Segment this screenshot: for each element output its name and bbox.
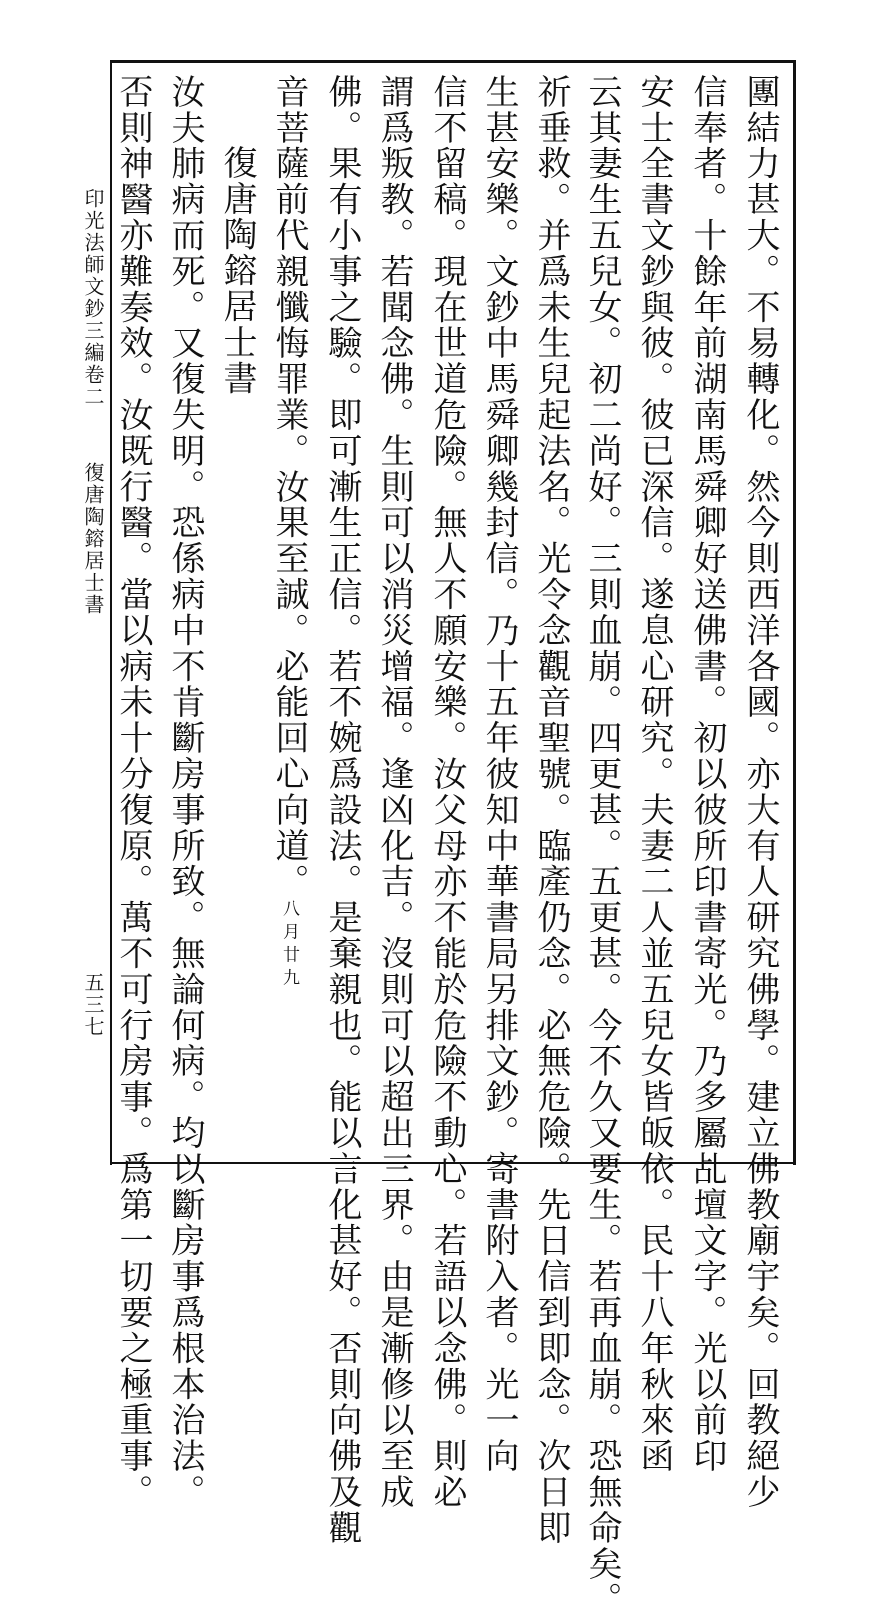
text-column-4: 云其妻生五兒女。初二尚好。三則血崩。四更甚。五更甚。今不久又要生。若再血崩。恐無命矣。 — [582, 74, 622, 1618]
text-column-9: 佛。果有小事之驗。即可漸生正信。若不婉爲設法。是棄親也。能以言化甚好。否則向佛及觀 — [322, 74, 362, 1546]
frame-right-rule — [793, 60, 796, 1165]
text-column-10 — [270, 74, 308, 992]
frame-top-rule — [112, 60, 796, 63]
text-column-2: 信奉者。十餘年前湖南馬舜卿好送佛書。初以彼所印書寄光。乃多屬乩壇文字。光以前印 — [687, 74, 727, 1475]
text-column-7: 信不留稿。現在世道危險。無人不願安樂。汝父母亦不能於危險不動心。若語以念佛。則必 — [427, 74, 467, 1510]
text-column-1: 團結力甚大。不易轉化。然今則西洋各國。亦大有人研究佛學。建立佛教廟宇矣。回教絕少 — [740, 74, 780, 1510]
letter-heading: 復唐陶鎔居士書 — [217, 145, 257, 397]
letter-column-2: 否則神醫亦難奏效。汝既行醫。當以病未十分復原。萬不可行房事。爲第一切要之極重事。 — [113, 74, 153, 1510]
letter-date: 八月廿九 — [279, 899, 299, 992]
page-number: 五三七 — [81, 972, 105, 1038]
text-column-5: 祈垂救。并爲未生兒起法名。光令念觀音聖號。臨產仍念。必無危險。先日信到即念。次日即 — [531, 74, 571, 1546]
text-column-8: 謂爲叛教。若聞念佛。生則可以消災增福。逢凶化吉。沒則可以超出三界。由是漸修以至成 — [374, 74, 414, 1510]
book-title: 印光法師文鈔三編卷二 — [81, 188, 105, 408]
text-column-6: 生甚安樂。文鈔中馬舜卿幾封信。乃十五年彼知中華書局另排文鈔。寄書附入者。光一向 — [479, 74, 519, 1475]
text-column-3: 安士全書文鈔與彼。彼已深信。遂息心研究。夫妻二人並五兒女皆皈依。民十八年秋來函 — [634, 74, 674, 1475]
section-title: 復唐陶鎔居士書 — [81, 462, 105, 616]
letter-column-1: 汝夫肺病而死。又復失明。恐係病中不肯斷房事所致。無論何病。均以斷房事爲根本治法。 — [165, 74, 205, 1510]
text-column-10-body: 音菩薩前代親懺悔罪業。汝果至誠。必能回心向道。 — [269, 74, 309, 900]
frame-left-rule — [110, 60, 112, 1165]
